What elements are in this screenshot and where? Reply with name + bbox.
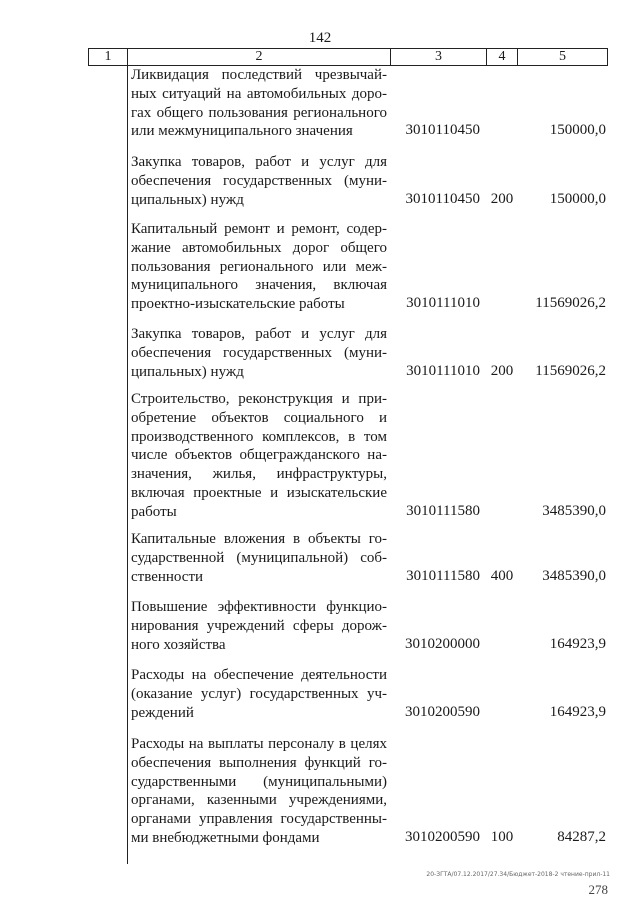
row-description	[131, 666, 387, 722]
row-description-line: обеспечения выполнения функций го-	[131, 754, 387, 771]
header-col-3: 3	[435, 49, 442, 64]
row-description	[131, 66, 387, 141]
row-description	[131, 530, 387, 586]
row-amount: 3485390,0	[542, 567, 606, 584]
page-number: 142	[308, 30, 332, 46]
row-description-line: включая проектные и изыскательские	[131, 484, 387, 501]
row-amount: 164923,9	[549, 703, 606, 720]
row-description-line: сударственными (муниципальными)	[131, 773, 387, 790]
row-description-line: Расходы на выплаты персоналу в целях	[131, 736, 387, 752]
row-amount: 150000,0	[549, 190, 606, 207]
row-description	[131, 153, 387, 209]
row-description-line: ственности	[131, 568, 204, 585]
row-amount: 84287,2	[557, 829, 606, 845]
row-amount: 164923,9	[549, 635, 606, 652]
row-description-line: пользования регионального или меж-	[131, 258, 387, 275]
row-description-line: ных ситуаций на автомобильных доро-	[131, 85, 387, 102]
row-code: 3010200590	[405, 829, 480, 845]
row-description	[131, 390, 387, 522]
row-description-line: Повышение эффективности функцио-	[131, 599, 387, 615]
row-description-line: ного хозяйства	[131, 636, 226, 653]
row-description-line: гах общего пользования регионального	[131, 104, 387, 121]
row-description-line: Закупка товаров, работ и услуг для	[131, 154, 387, 170]
row-description-line: муниципального значения, включая	[131, 277, 387, 294]
row-amount: 3485390,0	[542, 502, 606, 519]
row-description-line: органами управления государственны-	[131, 811, 387, 828]
row-amount: 150000,0	[549, 122, 606, 139]
row-description-line: работы	[131, 503, 177, 520]
row-description-line: обретение объектов социального и	[131, 409, 387, 426]
row-description-line: значения, жилья, инфраструктуры,	[131, 466, 387, 483]
row-code: 3010200000	[405, 635, 480, 652]
row-description-line: ципальных) нужд	[131, 191, 244, 208]
row-description-line: числе объектов общегражданского на-	[131, 447, 387, 464]
row-description-line: (оказание услуг) государственных уч-	[131, 685, 387, 702]
header-border-right	[607, 49, 608, 65]
row-description-line: Капитальные вложения в объекты го-	[131, 531, 387, 547]
row-expense-type: 200	[490, 362, 514, 379]
row-description-line: нирования учреждений сферы дорож-	[131, 617, 387, 634]
row-description-line: обеспечения государственных (муни-	[131, 172, 387, 189]
table-header	[88, 48, 608, 66]
row-code: 3010111010	[406, 295, 480, 312]
row-description-line: обеспечения государственных (муни-	[131, 344, 387, 361]
row-code: 3010111580	[406, 502, 480, 519]
row-description	[131, 598, 387, 654]
footer-doc-id: 20-ЗГТА/07.12.2017/27.34/Бюджет-2018-2 чтение-прил-11	[426, 871, 610, 878]
row-description-line: реждений	[131, 704, 194, 721]
row-amount: 11569026,2	[535, 295, 606, 312]
row-description-line: ципальных) нужд	[131, 363, 244, 380]
row-code: 3010200590	[405, 703, 480, 720]
header-col-1: 1	[104, 49, 112, 64]
row-description-line: производственного комплексов, в том	[131, 428, 387, 445]
row-description-line: или межмуниципального значения	[131, 123, 353, 140]
row-description-line: Ликвидация последствий чрезвычай-	[131, 67, 387, 83]
row-description-line: ми внебюджетными фондами	[131, 829, 320, 846]
row-description-line: органами, казенными учреждениями,	[131, 792, 387, 809]
row-expense-type: 100	[490, 829, 514, 845]
row-code: 3010110450	[405, 190, 480, 207]
row-description-line: Капитальный ремонт и ремонт, содер-	[131, 221, 387, 237]
row-description-line: Расходы на обеспечение деятельности	[131, 667, 387, 683]
row-description	[131, 735, 387, 848]
column-divider	[127, 64, 128, 864]
row-expense-type: 400	[490, 567, 514, 584]
row-code: 3010110450	[405, 122, 480, 139]
row-code: 3010111580	[406, 567, 480, 584]
row-description-line: Строительство, реконструкция и при-	[131, 391, 387, 407]
footer-sheet-number: 278	[588, 882, 608, 897]
row-description-line: проектно-изыскательские работы	[131, 296, 345, 313]
row-expense-type: 200	[490, 190, 514, 207]
row-amount: 11569026,2	[535, 362, 606, 379]
header-col-5: 5	[559, 49, 566, 64]
row-description	[131, 220, 387, 314]
header-col-2: 2	[255, 49, 263, 64]
header-col-4: 4	[498, 49, 506, 64]
row-description-line: жание автомобильных дорог общего	[131, 239, 387, 256]
row-code: 3010111010	[406, 362, 480, 379]
row-description-line: Закупка товаров, работ и услуг для	[131, 326, 387, 342]
row-description	[131, 325, 387, 381]
row-description-line: сударственной (муниципальной) соб-	[131, 549, 387, 566]
